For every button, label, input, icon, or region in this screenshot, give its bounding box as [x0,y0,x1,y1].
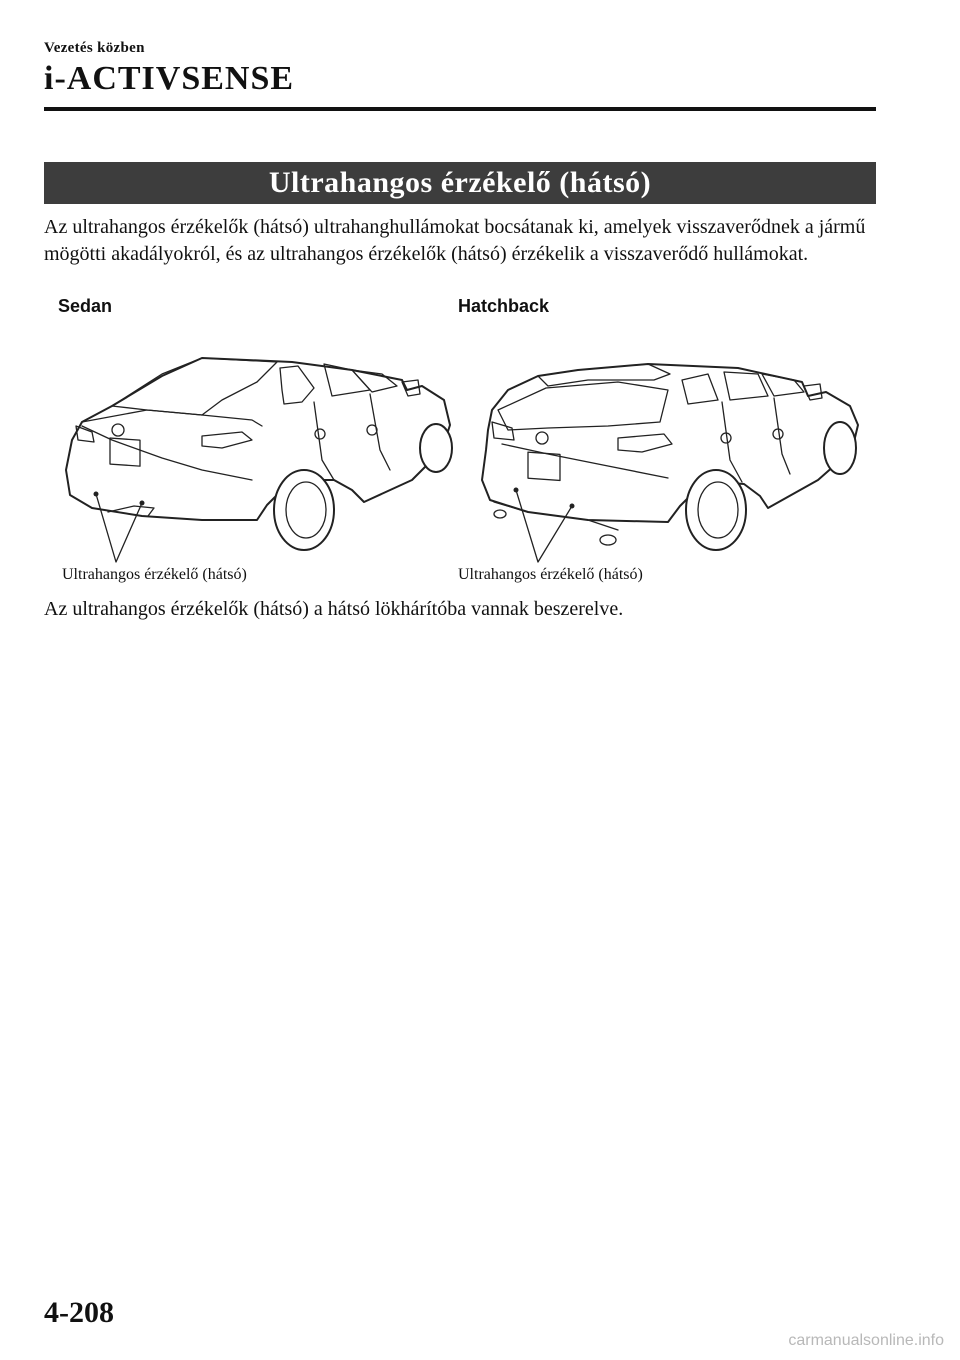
sedan-rear-illustration [52,330,462,570]
sedan-sensor-callout: Ultrahangos érzékelő (hátsó) [62,566,247,583]
chapter-title: i-ACTIVSENSE [44,60,295,97]
page-number: 4-208 [44,1296,114,1329]
section-title-banner [44,162,876,204]
section-title: Ultrahangos érzékelő (hátsó) [268,166,652,199]
hatchback-rear-illustration [468,330,868,570]
hatchback-figure-label: Hatchback [458,296,550,316]
sedan-figure-label: Sedan [58,296,113,316]
hatchback-sensor-callout: Ultrahangos érzékelő (hátsó) [458,566,643,583]
section-kicker: Vezetés közben [44,40,145,56]
watermark: carmanualsonline.info [788,1332,944,1349]
intro-paragraph: Az ultrahangos érzékelők (hátsó) ultrahanghullámokat bocsátanak ki, amelyek visszaverődnek a jármű mögötti akadályokról, és az ultrahangos érzékelők (hátsó) érzékelik a visszaverődő hullámokat. [44,216,866,265]
installation-note: Az ultrahangos érzékelők (hátsó) a hátsó lökhárítóba vannak beszerelve. [44,598,624,620]
header-divider [44,107,876,111]
